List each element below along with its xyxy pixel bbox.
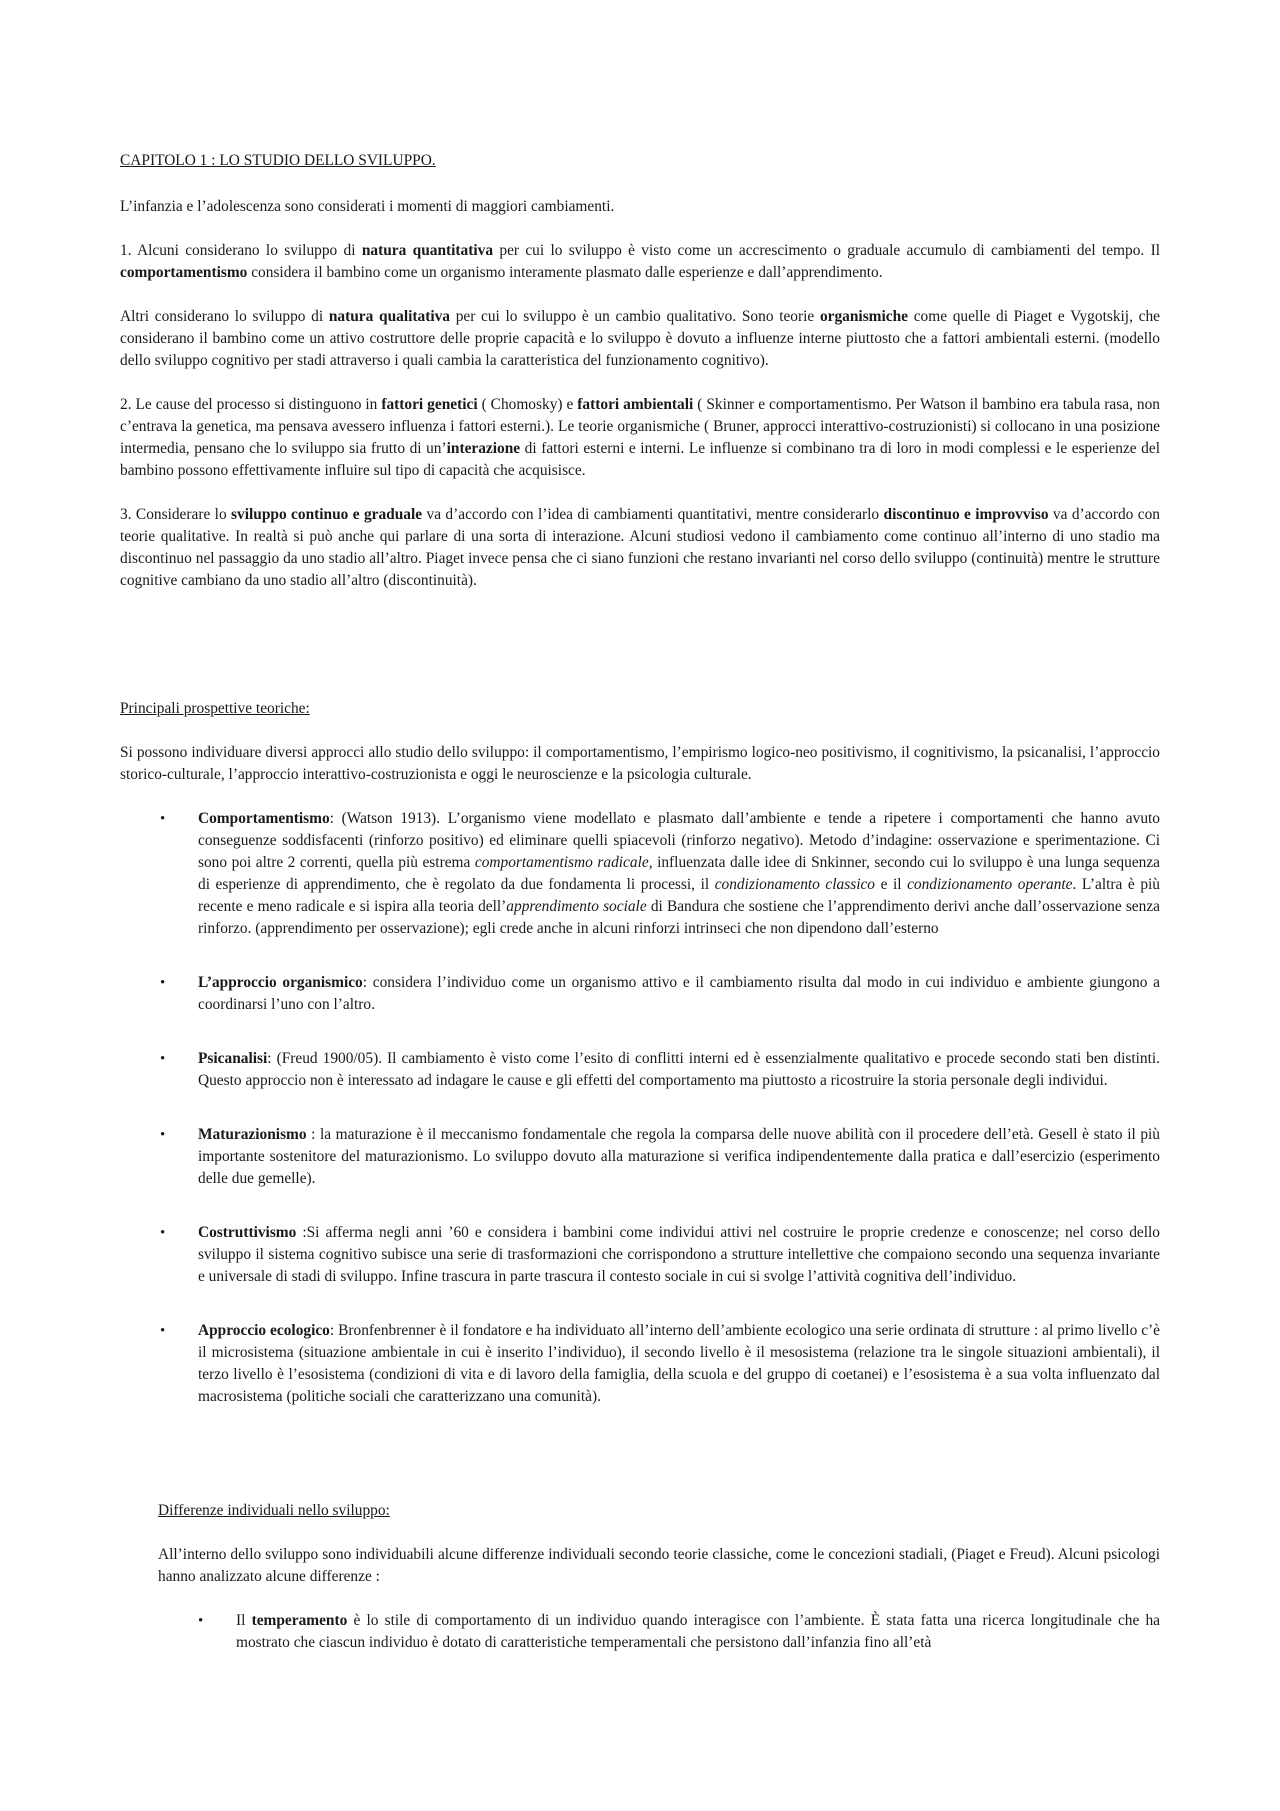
bold-term: temperamento — [251, 1612, 348, 1629]
paragraph-continuity — [120, 504, 1160, 592]
bullet-icon: • — [160, 1127, 166, 1143]
text-run: Il — [236, 1612, 252, 1629]
differences-intro: All’interno dello sviluppo sono individuabili alcune differenze individuali secondo teorie classiche, come le concezioni stadiali, (Piaget e Freud). Alcuni psicologi hanno analizzato alcune differenze : — [158, 1546, 1160, 1585]
bold-term: natura qualitativa — [328, 308, 450, 325]
text-run: , influenzata dalle idee di Snkinner, secondo cui lo sviluppo è una lunga sequenza di esperienze di apprendimento, che è regolato da due fondamenta li processi, il — [198, 854, 1161, 893]
bold-term: fattori ambientali — [577, 396, 694, 413]
bold-term: discontinuo e improvviso — [883, 506, 1049, 523]
section-heading-perspectives: Principali prospettive teoriche: — [120, 700, 310, 717]
text-run: : (Watson 1913). L’organismo viene modellato e plasmato dall’ambiente e tende a ripetere i comportamenti che hanno avuto conseguenze soddisfacenti (rinforzo positivo) ed eliminare quelli spiacevoli (rinforzo negativo). Metodo d’indagine: osservazione e sperimentazione. Ci sono poi altre 2 correnti, quella più estrema — [198, 810, 1160, 871]
bullet-icon: • — [160, 1323, 166, 1339]
text-run: va d’accordo con l’idea di cambiamenti quantitativi, mentre considerarlo — [422, 506, 884, 523]
list-item-temperamento — [158, 1610, 1160, 1654]
differences-section — [120, 1500, 1160, 1588]
bold-term: natura quantitativa — [361, 242, 494, 259]
text-run: 1. Alcuni considerano lo sviluppo di — [120, 242, 362, 259]
perspectives-intro: Si possono individuare diversi approcci allo studio dello sviluppo: il comportamentismo, l’empirismo logico-neo positivismo, il cognitivismo, la psicanalisi, l’approccio storico-culturale, l’approccio interattivo-costruzionista e oggi le neuroscienze e la psicologia culturale. — [120, 744, 1160, 783]
paragraph-qualitative — [120, 306, 1160, 372]
italic-term: comportamentismo radicale — [474, 854, 649, 871]
bullet-icon: • — [160, 811, 166, 827]
text-run: per cui lo sviluppo è visto come un accrescimento o graduale accumulo di cambiamenti del tempo. Il — [493, 242, 1160, 259]
text-run: di Bandura che sostiene che l’apprendimento derivi anche dall’osservazione senza rinforzo. (apprendimento per osservazione); egli crede anche in alcuni rinforzi intrinseci che non dipendono dall’esterno — [198, 898, 1161, 937]
perspectives-list — [120, 808, 1160, 1408]
bullet-icon: • — [160, 975, 166, 991]
bold-term: Comportamentismo — [198, 810, 330, 827]
list-item-psicanalisi — [120, 1048, 1160, 1092]
bold-term: organismiche — [819, 308, 908, 325]
italic-term: condizionamento operante — [907, 876, 1073, 893]
bullet-icon: • — [160, 1225, 166, 1241]
text-run: Altri considerano lo sviluppo di — [120, 308, 329, 325]
bold-term: fattori genetici — [381, 396, 478, 413]
document-page — [120, 150, 1160, 1676]
text-run: di fattori esterni e interni. Le influenze si combinano tra di loro in modi complessi e le esperienze del bambino possono effettivamente influire sul tipo di capacità che acquisisce. — [120, 440, 1160, 479]
bullet-icon: • — [198, 1613, 204, 1629]
bold-term: Maturazionismo — [198, 1126, 307, 1143]
intro-paragraph: L’infanzia e l’adolescenza sono considerati i momenti di maggiori cambiamenti. — [120, 198, 615, 215]
paragraph-quantitative — [120, 240, 1160, 284]
text-run: ( Chomosky) e — [477, 396, 578, 413]
list-item-comportamentismo — [120, 808, 1160, 940]
list-item-ecologico — [120, 1320, 1160, 1408]
text-run: considera il bambino come un organismo interamente plasmato dalle esperienze e dall’apprendimento. — [247, 264, 883, 281]
list-item-maturazionismo — [120, 1124, 1160, 1190]
text-run: è lo stile di comportamento di un individuo quando interagisce con l’ambiente. È stata fatta una ricerca longitudinale che ha mostrato che ciascun individuo è dotato di caratteristiche temperamentali che persistono dall’infanzia fino all’età — [236, 1612, 1160, 1651]
text-run: : considera l’individuo come un organismo attivo e il cambiamento risulta dal modo in cui individuo e ambiente giungono a coordinarsi l’uno con l’altro. — [198, 974, 1160, 1013]
text-run: 3. Considerare lo — [120, 506, 232, 523]
text-run: ( Skinner e comportamentismo. Per Watson il bambino era tabula rasa, non c’entrava la genetica, ma pensava avessero influenza i fattori esterni.). Le teorie organismiche ( Bruner, approcci interattivo-costruzionisti) si collocano in una posizione intermedia, pensano che lo sviluppo sia frutto di un’ — [120, 396, 1160, 457]
bold-term: Psicanalisi — [198, 1050, 268, 1067]
text-run: :Si afferma negli anni ’60 e considera i bambini come individui attivi nel costruire le proprie credenze e conoscenze; nel corso dello sviluppo il sistema cognitivo subisce una serie di trasformazioni che corrispondono a strutture intellettive che compaiono secondo una sequenza invariante e universale di stadi di sviluppo. Infine trascura in parte trascura il contesto sociale in cui si svolge l’attività cognitiva dell’individuo. — [198, 1224, 1160, 1285]
bold-term: sviluppo continuo e graduale — [231, 506, 423, 523]
bullet-icon: • — [160, 1051, 166, 1067]
text-run: per cui lo sviluppo è un cambio qualitativo. Sono teorie — [450, 308, 820, 325]
chapter-title: CAPITOLO 1 : LO STUDIO DELLO SVILUPPO. — [120, 152, 436, 169]
italic-term: condizionamento classico — [714, 876, 876, 893]
list-item-costruttivismo — [120, 1222, 1160, 1288]
text-run: : Bronfenbrenner è il fondatore e ha individuato all’interno dell’ambiente ecologico una serie ordinata di strutture : al primo livello c’è il microsistema (situazione ambientale in cui è inserito l’individuo), il secondo livello è il mesosistema (relazione tra le singole situazioni ambientali), il terzo livello è l’esosistema (condizioni di vita e di lavoro della famiglia, della scuola e del gruppo di coetanei) e l’esosistema è a sua volta influenzato dal macrosistema (politiche sociali che caratterizzano una comunità). — [198, 1322, 1160, 1405]
text-run: : (Freud 1900/05). Il cambiamento è visto come l’esito di conflitti interni ed è essenzialmente qualitativo e procede secondo stati ben distinti. Questo approccio non è interessato ad indagare le cause e gli effetti del comportamento ma piuttosto a ricostruire la storia personale degli individui. — [198, 1050, 1160, 1089]
bold-term: interazione — [446, 440, 521, 457]
text-run: e il — [875, 876, 908, 893]
bold-term: Approccio ecologico — [198, 1322, 330, 1339]
section-heading-differences: Differenze individuali nello sviluppo: — [158, 1502, 390, 1519]
text-run: come quelle di Piaget e Vygotskij, che considerano il bambino come un attivo costruttore delle proprie capacità e lo sviluppo è dovuto a influenze interne piuttosto che a fattori ambientali esterni. (modello dello sviluppo cognitivo per stadi attraverso i quali cambia la caratteristica del funzionamento cognitivo). — [120, 308, 1160, 369]
text-run: 2. Le cause del processo si distinguono in — [120, 396, 382, 413]
differences-list — [120, 1610, 1160, 1654]
text-run: . L’altra è più recente e meno radicale e si ispira alla teoria dell’ — [198, 876, 1160, 915]
bold-term: comportamentismo — [120, 264, 248, 281]
text-run: : la maturazione è il meccanismo fondamentale che regola la comparsa delle nuove abilità con il procedere dell’età. Gesell è stato il più importante sostenitore del maturazionismo. Lo sviluppo dovuto alla maturazione si verifica indipendentemente dalla pratica e dall’esercizio (esperimento delle due gemelle). — [198, 1126, 1160, 1187]
text-run: va d’accordo con teorie qualitative. In realtà si può anche qui parlare di una sorta di interazione. Alcuni studiosi vedono il cambiamento come continuo all’interno di uno stadio ma discontinuo nel passaggio da uno stadio all’altro. Piaget invece pensa che ci siano funzioni che restano invarianti nel corso dello sviluppo (continuità) mentre le strutture cognitive cambiano da uno stadio all’altro (discontinuità). — [120, 506, 1160, 589]
bold-term: Costruttivismo — [198, 1224, 297, 1241]
italic-term: apprendimento sociale — [506, 898, 647, 915]
list-item-organismico — [120, 972, 1160, 1016]
bold-term: L’approccio organismico — [198, 974, 363, 991]
paragraph-causes — [120, 394, 1160, 482]
